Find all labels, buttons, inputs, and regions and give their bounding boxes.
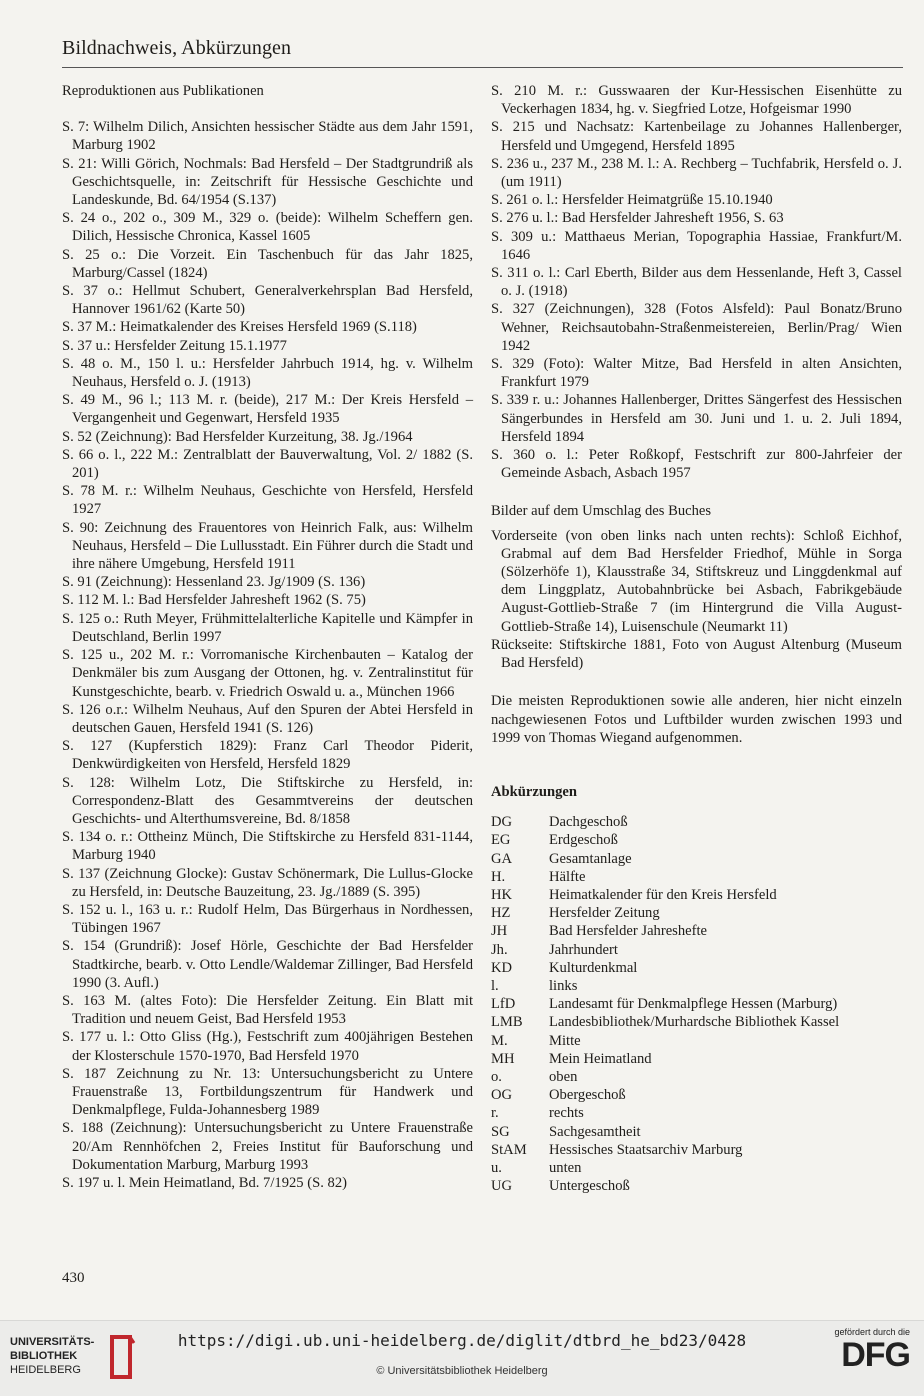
credit-entry: S. 91 (Zeichnung): Hessenland 23. Jg/1909 (S. 136)	[62, 574, 366, 591]
credit-entry: S. 339 r. u.: Johannes Hallenberger, Drittes Sängerfest des Hessischen Sängerbundes in Hersfeld am 30. Juni und 1. u. 2. Juli 1894, Hersfeld 1894	[491, 392, 902, 445]
abbreviation-row	[491, 1177, 902, 1195]
abbreviation-key: StAM	[491, 1141, 527, 1158]
dfg-caption: gefördert durch die	[834, 1327, 910, 1337]
abbreviation-key: GA	[491, 850, 513, 867]
abbreviation-meaning: Erdgeschoß	[549, 832, 618, 849]
credit-entry: S. 309 u.: Matthaeus Merian, Topographia Hassiae, Frankfurt/M. 1646	[491, 228, 902, 263]
credit-entry: S. 78 M. r.: Wilhelm Neuhaus, Geschichte von Hersfeld, Hersfeld 1927	[62, 483, 473, 518]
abbreviation-row	[491, 1086, 902, 1104]
abbreviation-row	[491, 850, 902, 868]
credit-entry: S. 154 (Grundriß): Josef Hörle, Geschichte der Bad Hersfelder Stadtkirche, bearb. v. Otto Lendle/Waldemar Zillinger, Bad Hersfeld 1990 (3. Aufl.)	[62, 938, 473, 991]
photo-note: Die meisten Reproduktionen sowie alle anderen, hier nicht einzeln nachgewiesenen Fotos und Luftbilder wurden zwischen 1993 und 1999 von Thomas Wiegand aufgenommen.	[491, 693, 902, 746]
abbreviation-key: M.	[491, 1032, 508, 1049]
abbreviation-meaning: Dachgeschoß	[549, 814, 628, 831]
credit-entry: S. 360 o. l.: Peter Roßkopf, Festschrift zur 800-Jahrfeier der Gemeinde Asbach, Asbach 1957	[491, 447, 902, 482]
abbreviation-meaning: unten	[549, 1159, 582, 1176]
abbreviation-row	[491, 1104, 902, 1122]
credit-entry: S. 25 o.: Die Vorzeit. Ein Taschenbuch für das Jahr 1825, Marburg/Cassel (1824)	[62, 246, 473, 281]
abbreviation-meaning: Landesbibliothek/Murhardsche Bibliothek Kassel	[549, 1014, 840, 1031]
credit-entry: S. 134 o. r.: Ottheinz Münch, Die Stiftskirche zu Hersfeld 831-1144, Marburg 1940	[62, 829, 473, 864]
abbreviation-key: H.	[491, 868, 506, 885]
credit-entry: S. 66 o. l., 222 M.: Zentralblatt der Bauverwaltung, Vol. 2/ 1882 (S. 201)	[62, 446, 473, 482]
abbreviation-row	[491, 813, 902, 831]
abbreviation-row	[491, 995, 902, 1013]
abbreviation-row	[491, 1141, 902, 1159]
dfg-wordmark: DFG	[841, 1336, 910, 1374]
abbreviation-row	[491, 922, 902, 940]
viewer-footer	[0, 1320, 924, 1396]
left-column	[62, 82, 473, 1192]
cover-entry-list	[491, 527, 902, 673]
abbreviation-key: LfD	[491, 996, 516, 1013]
header-rule	[62, 67, 903, 68]
abbreviation-meaning: Bad Hersfelder Jahreshefte	[549, 923, 708, 940]
abbreviation-row	[491, 1123, 902, 1141]
page-header-title: Bildnachweis, Abkürzungen	[62, 37, 292, 59]
abbreviation-key: HK	[491, 886, 513, 903]
credit-entry: S. 90: Zeichnung des Frauentores von Heinrich Falk, aus: Wilhelm Neuhaus, Hersfeld – Die Lullusstadt. Ein Führer durch die Stadt und ihre nähere Umgebung, Hersfeld 1911	[62, 519, 473, 573]
library-name-line3: HEIDELBERG	[10, 1364, 81, 1376]
library-name-line1: UNIVERSITÄTS-	[10, 1336, 95, 1348]
credit-entry: S. 37 M.: Heimatkalender des Kreises Hersfeld 1969 (S.118)	[62, 319, 417, 336]
abbreviation-meaning: Hälfte	[549, 868, 586, 885]
abbreviation-meaning: Landesamt für Denkmalpflege Hessen (Marburg)	[549, 996, 838, 1013]
abbreviation-row	[491, 1159, 902, 1177]
credit-entry: S. 125 u., 202 M. r.: Vorromanische Kirchenbauten – Katalog der Denkmäler bis zum Ausgang der Ottonen, hg. v. Zentralinstitut für Kunstgeschichte, bearb. v. Friedrich Oswald u. a., München 1966	[62, 647, 473, 700]
abbreviation-key: LMB	[491, 1014, 523, 1031]
abbreviation-key: MH	[491, 1050, 515, 1067]
section-title-cover: Bilder auf dem Umschlag des Buches	[491, 503, 712, 520]
credit-entry: S. 197 u. l. Mein Heimatland, Bd. 7/1925 (S. 82)	[62, 1174, 347, 1191]
abbreviation-row	[491, 831, 902, 849]
credit-entry: S. 128: Wilhelm Lotz, Die Stiftskirche zu Hersfeld, in: Correspondenz-Blatt des Gesammtvereins der deutschen Geschichts- und Alterthumsvereine, Bd. 8/1858	[62, 774, 473, 827]
left-entry-list	[62, 118, 473, 1192]
abbreviation-key: OG	[491, 1087, 513, 1104]
credit-entry: S. 125 o.: Ruth Meyer, Frühmittelalterliche Kapitelle und Kämpfer in Deutschland, Berlin 1997	[62, 610, 473, 645]
credit-entry: S. 7: Wilhelm Dilich, Ansichten hessischer Städte aus dem Jahr 1591, Marburg 1902	[62, 119, 473, 154]
right-column	[491, 82, 902, 1195]
credit-entry: S. 261 o. l.: Hersfelder Heimatgrüße 15.10.1940	[491, 192, 773, 209]
abbreviation-key: KD	[491, 959, 513, 976]
abbreviation-row	[491, 868, 902, 886]
credit-entry: S. 236 u., 237 M., 238 M. l.: A. Rechberg – Tuchfabrik, Hersfeld o. J. (um 1911)	[491, 155, 902, 191]
credit-entry: S. 152 u. l., 163 u. r.: Rudolf Helm, Das Bürgerhaus in Nordhessen, Tübingen 1967	[62, 901, 473, 937]
abbreviation-key: o.	[491, 1068, 502, 1085]
credit-entry: S. 48 o. M., 150 l. u.: Hersfelder Jahrbuch 1914, hg. v. Wilhelm Neuhaus, Hersfeld o. J. (1913)	[62, 355, 473, 391]
credit-entry: S. 329 (Foto): Walter Mitze, Bad Hersfeld in alten Ansichten, Frankfurt 1979	[491, 356, 902, 391]
abbreviation-key: r.	[491, 1105, 499, 1122]
abbreviation-meaning: Kulturdenkmal	[549, 959, 638, 976]
credit-entry: S. 24 o., 202 o., 309 M., 329 o. (beide): Wilhelm Scheffern gen. Dilich, Hessische Chronica, Kassel 1605	[62, 210, 473, 245]
abbreviation-key: u.	[491, 1159, 502, 1176]
copyright-notice: © Universitätsbibliothek Heidelberg	[376, 1365, 548, 1377]
cover-entry: Rückseite: Stiftskirche 1881, Foto von August Altenburg (Museum Bad Hersfeld)	[491, 636, 902, 672]
credit-entry: S. 112 M. l.: Bad Hersfelder Jahresheft 1962 (S. 75)	[62, 592, 366, 609]
credit-entry: S. 276 u. l.: Bad Hersfelder Jahresheft 1956, S. 63	[491, 210, 784, 227]
abbreviation-key: Jh.	[491, 941, 508, 958]
credit-entry: S. 21: Willi Görich, Nochmals: Bad Hersfeld – Der Stadtgrundriß als Geschichtsquelle, in: Zeitschrift für Hessische Geschichte und Landeskunde, Bd. 64/1954 (S.137)	[62, 155, 473, 209]
abbreviation-meaning: oben	[549, 1068, 578, 1085]
credit-entry: S. 327 (Zeichnungen), 328 (Fotos Alsfeld): Paul Bonatz/Bruno Wehner, Reichsautobahn-Straßenmeistereien, Berlin/Prag/ Wien 1942	[491, 301, 902, 354]
abbreviation-meaning: links	[549, 977, 578, 994]
abbreviation-row	[491, 1013, 902, 1031]
abbreviation-meaning: Hessisches Staatsarchiv Marburg	[549, 1141, 743, 1158]
abbreviation-meaning: Gesamtanlage	[549, 850, 632, 867]
abbreviation-key: UG	[491, 1178, 513, 1195]
abbreviation-meaning: Sachgesamtheit	[549, 1123, 641, 1140]
credit-entry: S. 215 und Nachsatz: Kartenbeilage zu Johannes Hallenberger, Hersfeld und Umgegend, Hersfeld 1895	[491, 119, 902, 154]
abbreviation-row	[491, 886, 902, 904]
abbreviation-meaning: Heimatkalender für den Kreis Hersfeld	[549, 886, 777, 903]
credit-entry: S. 187 Zeichnung zu Nr. 13: Untersuchungsbericht zu Untere Frauenstraße 13, Fortbildungszentrum für Handwerk und Denkmalpflege, Fulda-Johannesberg 1989	[62, 1065, 473, 1119]
credit-entry: S. 311 o. l.: Carl Eberth, Bilder aus dem Hessenlande, Heft 3, Cassel o. J. (1918)	[491, 265, 902, 300]
abbreviation-row	[491, 977, 902, 995]
abbreviation-key: EG	[491, 832, 511, 849]
credit-entry: S. 37 o.: Hellmut Schubert, Generalverkehrsplan Bad Hersfeld, Hannover 1961/62 (Karte 50)	[62, 283, 473, 318]
abbreviation-row	[491, 959, 902, 977]
abbreviation-list	[491, 813, 902, 1195]
abbreviation-row	[491, 1068, 902, 1086]
abbreviation-key: JH	[491, 923, 508, 940]
abbreviation-meaning: Jahrhundert	[549, 941, 618, 958]
credit-entry: S. 210 M. r.: Gusswaaren der Kur-Hessischen Eisenhütte zu Veckerhagen 1834, hg. v. Siegfried Lotze, Hofgeismar 1990	[491, 83, 902, 118]
page-number: 430	[62, 1270, 85, 1286]
dfg-logo[interactable]	[800, 1327, 910, 1373]
abbreviation-meaning: Untergeschoß	[549, 1178, 630, 1195]
credit-entry: S. 126 o.r.: Wilhelm Neuhaus, Auf den Spuren der Abtei Hersfeld in deutschen Gauen, Hersfeld 1941 (S. 126)	[62, 701, 473, 736]
abbreviation-meaning: Mitte	[549, 1032, 581, 1049]
cover-entry: Vorderseite (von oben links nach unten rechts): Schloß Eichhof, Grabmal auf dem Bad Hersfelder Friedhof, Mühle in Sorga (Sölzerhöfe 1), Klausstraße 34, Stiftskreuz und Linggdenkmal auf dem Linggplatz, Autobahnbrücke bei Asbach, Fabrikgebäude August-Gottlieb-Straße 7 (im Hintergrund die Villa August-Gottlieb-Straße 14), Luisenschule (Neumarkt 11)	[491, 527, 902, 635]
credit-entry: S. 137 (Zeichnung Glocke): Gustav Schönermark, Die Lullus-Glocke zu Hersfeld, in: Deutsche Bauzeitung, 23. Jg./1889 (S. 395)	[62, 865, 473, 900]
abbreviation-meaning: Hersfelder Zeitung	[549, 905, 660, 922]
permalink-url[interactable]: https://digi.ub.uni-heidelberg.de/diglit/dtbrd_he_bd23/0428	[177, 1331, 747, 1350]
abbreviation-row	[491, 1032, 902, 1050]
credit-entry: S. 52 (Zeichnung): Bad Hersfelder Kurzeitung, 38. Jg./1964	[62, 428, 413, 445]
credit-entry: S. 177 u. l.: Otto Gliss (Hg.), Festschrift zum 400jährigen Bestehen der Klosterschule 1570-1970, Bad Hersfeld 1970	[62, 1029, 473, 1064]
abbreviation-meaning: Obergeschoß	[549, 1087, 626, 1104]
right-entry-list	[491, 82, 902, 482]
abbreviation-row	[491, 941, 902, 959]
section-title-reproductions: Reproduktionen aus Publikationen	[62, 83, 264, 99]
abbreviation-key: l.	[491, 977, 499, 994]
abbreviation-key: HZ	[491, 905, 511, 922]
credit-entry: S. 163 M. (altes Foto): Die Hersfelder Zeitung. Ein Blatt mit Tradition und neuem Geist, Bad Hersfeld 1953	[62, 992, 473, 1028]
abbreviation-row	[491, 1050, 902, 1068]
credit-entry: S. 188 (Zeichnung): Untersuchungsbericht zu Untere Frauenstraße 20/Am Rennhöfchen 2, Freies Institut für Bauforschung und Dokumentation Marburg, Marburg 1993	[62, 1120, 473, 1173]
abbreviation-key: DG	[491, 814, 513, 831]
abbreviation-key: SG	[491, 1123, 510, 1140]
library-name-line2: BIBLIOTHEK	[10, 1350, 78, 1362]
abbreviation-row	[491, 904, 902, 922]
credit-entry: S. 127 (Kupferstich 1829): Franz Carl Theodor Piderit, Denkwürdigkeiten von Hersfeld, Hersfeld 1829	[62, 738, 473, 773]
abbreviation-meaning: rechts	[549, 1105, 584, 1122]
abbreviation-meaning: Mein Heimatland	[549, 1050, 652, 1067]
credit-entry: S. 49 M., 96 l.; 113 M. r. (beide), 217 M.: Der Kreis Hersfeld – Vergangenheit und Gegenwart, Hersfeld 1935	[62, 392, 473, 427]
credit-entry: S. 37 u.: Hersfelder Zeitung 15.1.1977	[62, 337, 287, 354]
section-title-abbreviations: Abkürzungen	[491, 783, 577, 800]
